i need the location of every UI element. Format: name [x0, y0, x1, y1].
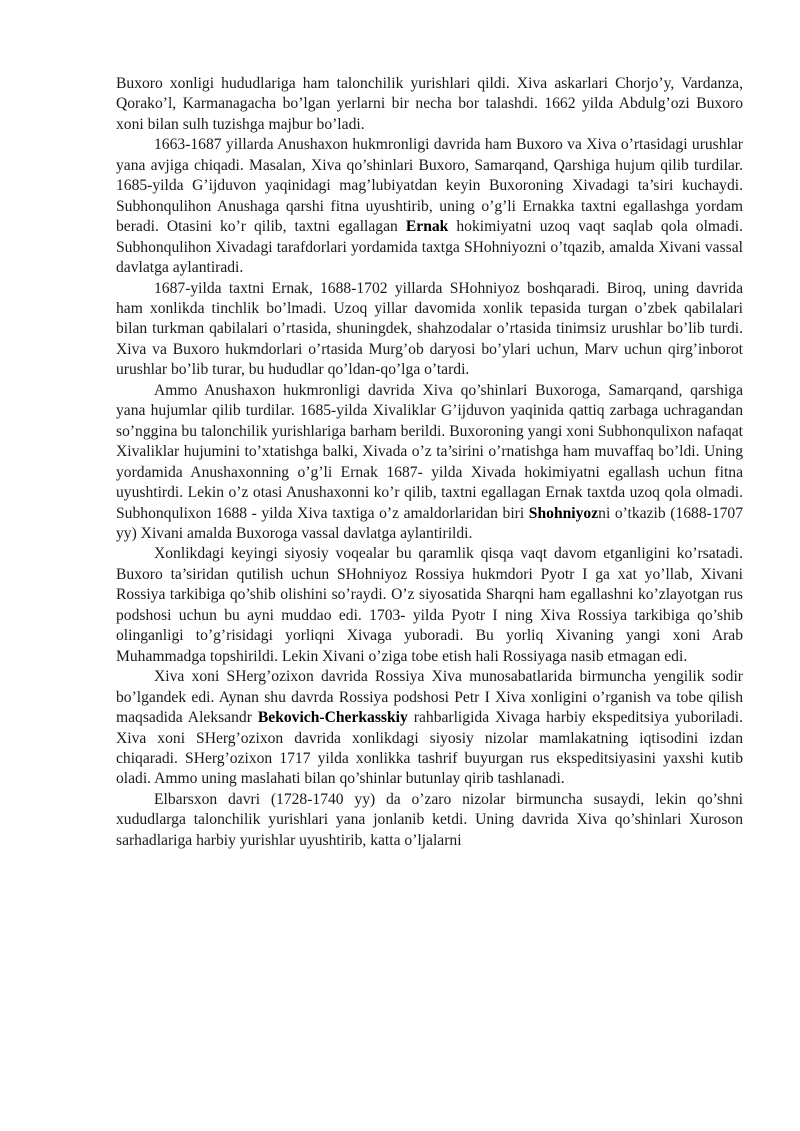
- paragraph-text: hokimiyatni uzoq vaqt saqlab qola olmadi. Subhonqulihon Xivadagi tarafdorlari yordamida taxtga SHohniyozni o’tqazib, amalda Xivani vassal davlatga aylantiradi.: [116, 218, 743, 277]
- bold-name-bekovich-cherkasskiy: Bekovich-Cherkasskiy: [257, 709, 408, 727]
- paragraph-text: Buxoro xonligi hududlariga ham talonchilik yurishlari qildi. Xiva askarlari Chorjo’y, Vardanza, Qorako’l, Karmanagacha bo’lgan yerlarni bir necha bor talashdi. 1662 yilda Abdulg’ozi Buxoro xoni bilan sulh tuzishga majbur bo’ladi.: [116, 75, 743, 133]
- paragraph-text: 1663-1687 yillarda Anushaxon hukmronligi davrida ham Buxoro va Xiva o’rtasidagi urushlar yana avjiga chiqadi. Masalan, Xiva qo’shinlari Buxoro, Samarqand, Qarshiga hujum qilib turdilar. 1685-yilda G’ijduvon yaqinidagi mag’lubiyatdan keyin Buxoroning Xivadagi ta’siri kuchaydi. Subhonqulihon Anushaga qarshi fitna uyushtirib, uning o’g’li Ernakka taxtni egallashga yordam beradi. Otasini ko’r qilib, taxtni egallagan: [116, 136, 743, 236]
- paragraph-3: [116, 279, 743, 381]
- paragraph-1: [116, 74, 743, 135]
- bold-name-ernak: Ernak: [405, 218, 449, 236]
- paragraph-6: [116, 667, 743, 790]
- paragraph-7: [116, 790, 743, 851]
- paragraph-text: Xiva xoni SHerg’ozixon davrida Rossiya Xiva munosabatlarida birmuncha yengilik sodir bo’lgandek edi. Aynan shu davrda Rossiya podshosi Petr I Xiva xonligini o’rganish va tobe qilish maqsadida Aleksandr: [116, 668, 743, 727]
- paragraph-text: 1687-yilda taxtni Ernak, 1688-1702 yillarda SHohniyoz boshqaradi. Biroq, uning davrida ham xonlikda tinchlik bo’lmadi. Uzoq yillar davomida xonlik tepasida turgan o’zbek qabilalari bilan turkman qabilalari o’rtasida, shuningdek, shahzodalar o’rtasida tinimsiz urushlar bo’lib turdi. Xiva va Buxoro hukmdorlari o’rtasida Murg’ob daryosi bo’ylari uchun, Marv uchun qirg’inborot urushlar bo’lib turar, bu hududlar qo’ldan-qo’lga o’tardi.: [116, 279, 743, 379]
- paragraph-text: rahbarligida Xivaga harbiy ekspeditsiya yuboriladi. Xiva xoni SHerg’ozixon davrida xonlikdagi siyosiy nizolar mamlakatning iqtisodini izdan chiqaradi. SHerg’ozixon 1717 yilda xonlikka tashrif buyurgan rus ekspeditsiyasini yaxshi kutib oladi. Ammo uning maslahati bilan qo’shinlar butunlay qirib tashlanadi.: [116, 709, 743, 788]
- paragraph-text: Ammo Anushaxon hukmronligi davrida Xiva qo’shinlari Buxoroga, Samarqand, qarshiga yana hujumlar qilib turdilar. 1685-yilda Xivaliklar G’ijduvon yaqinida qattiq zarbaga uchragandan so’nggina bu talonchilik yurishlariga barham berildi. Buxoroning yangi xoni Subhonqulixon nafaqat Xivaliklar hujumini to’xtatishga balki, Xivada o’z ta’sirini o’rnatishga ham muvaffaq bo’ldi. Uning yordamida Anushaxonning o’g’li Ernak 1687- yilda Xivada hokimiyatni egallash uchun fitna uyushtirdi. Lekin o’z otasi Anushaxonni ko’r qilib, taxtni egallagan Ernak taxtda uzoq qola olmadi. Subhonqulixon 1688 - yilda Xiva taxtiga o’z amaldorlaridan biri: [116, 381, 743, 522]
- paragraph-text: ni o’tkazib (1688-1707 yy) Xivani amalda Buxoroga vassal davlatga aylantirildi.: [116, 504, 744, 542]
- paragraph-5: [116, 544, 743, 667]
- document-page: [116, 74, 743, 851]
- paragraph-text: Xonlikdagi keyingi siyosiy voqealar bu qaramlik qisqa vaqt davom etganligini ko’rsatadi. Buxoro ta’siridan qutilish uchun SHohniyoz Rossiya hukmdori Pyotr I ga xat yo’llab, Xivani Rossiya tarkibiga qo’shib olishini so’raydi. O’z siyosatida Sharqni ham egallashni ko’zlayotgan rus podshosi uchun bu ayni muddao edi. 1703- yilda Pyotr I ning Xiva Rossiya tarkibiga qo’shib olinganligi to’g’risidagi yorliqni Xivaga yuboradi. Bu yorliq Xivaning yangi xoni Arab Muhammadga topshirildi. Lekin Xivani o’ziga tobe etish hali Rossiyaga nasib etmagan edi.: [116, 545, 743, 665]
- paragraph-4: [116, 381, 743, 545]
- paragraph-text: Elbarsxon davri (1728-1740 yy) da o’zaro nizolar birmuncha susaydi, lekin qo’shni xududlarga talonchilik yurishlari yana jonlanib ketdi. Uning davrida Xiva qo’shinlari Xuroson sarhadlariga harbiy yurishlar uyushtirib, katta o’ljalarni: [116, 790, 743, 849]
- bold-name-shohniyoz: Shohniyoz: [528, 504, 599, 522]
- paragraph-2: [116, 135, 743, 278]
